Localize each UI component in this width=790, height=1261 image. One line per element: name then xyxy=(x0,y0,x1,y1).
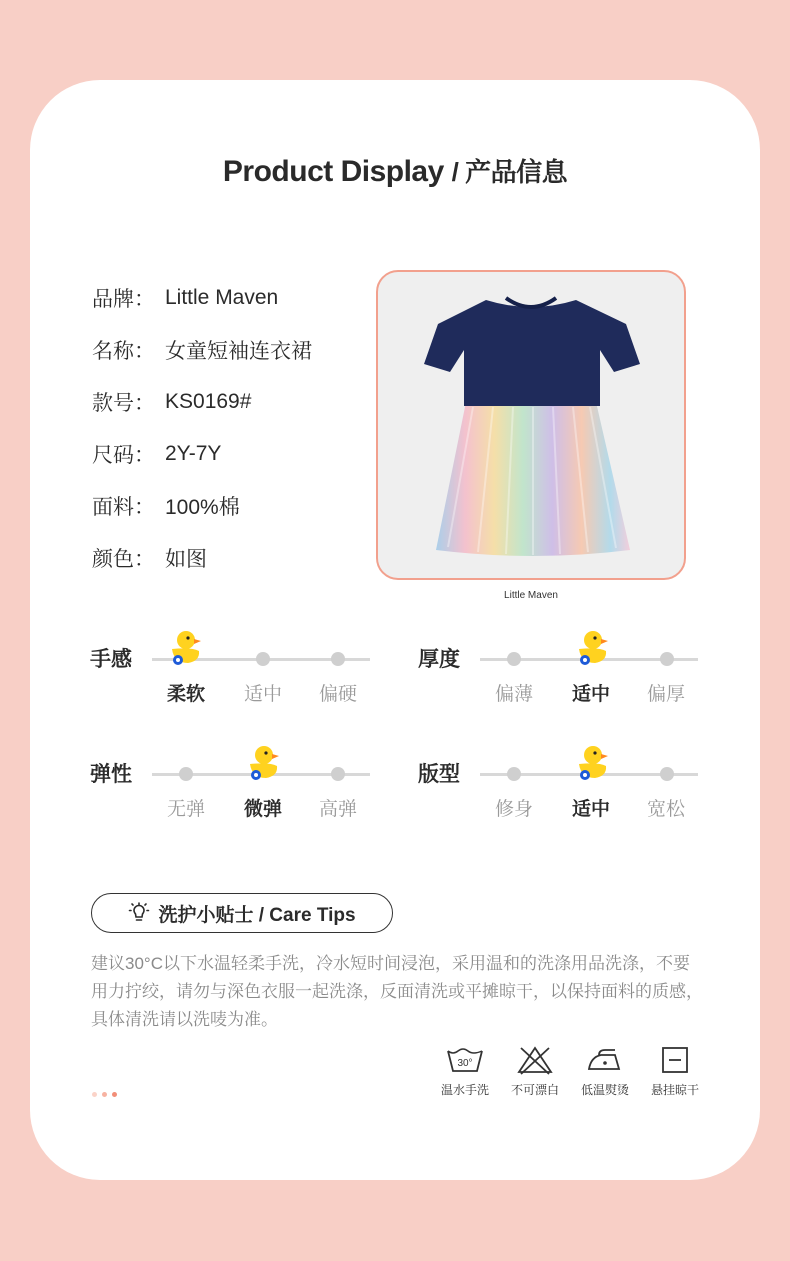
rating-label: 手感 xyxy=(90,648,132,671)
rating-option: 无弹 xyxy=(166,799,205,820)
rating-dot xyxy=(179,767,193,781)
care-icon-item xyxy=(640,1045,710,1098)
rating-option: 修身 xyxy=(494,799,533,820)
photo-caption: Little Maven xyxy=(504,590,558,601)
duck-marker-icon xyxy=(168,627,202,667)
rating-elasticity xyxy=(90,758,410,838)
duck-marker-icon xyxy=(246,742,280,782)
dress-illustration xyxy=(378,272,684,578)
hang-dry-icon xyxy=(655,1045,695,1075)
rating-option: 适中 xyxy=(571,684,610,705)
page-dots xyxy=(92,1092,117,1097)
spec-value: 2Y-7Y xyxy=(165,442,222,465)
rating-fit xyxy=(418,758,738,838)
care-icon-label: 温水手洗 xyxy=(440,1083,489,1097)
dot xyxy=(112,1092,117,1097)
rating-option: 偏薄 xyxy=(494,684,533,705)
spec-key: 款号： xyxy=(92,392,155,415)
spec-key: 品牌： xyxy=(92,288,155,311)
care-icon-label: 低温熨烫 xyxy=(580,1083,629,1097)
rating-dot xyxy=(331,767,345,781)
spec-value: KS0169# xyxy=(165,390,252,413)
product-photo xyxy=(376,270,686,580)
rating-thickness xyxy=(418,643,738,723)
rating-option: 高弹 xyxy=(318,799,357,820)
care-icon-row xyxy=(430,1045,710,1098)
rating-label: 弹性 xyxy=(90,763,132,786)
rating-dot xyxy=(331,652,345,666)
spec-key: 名称： xyxy=(92,340,155,363)
rating-option: 适中 xyxy=(243,684,282,705)
rating-dot xyxy=(660,767,674,781)
rating-label: 版型 xyxy=(418,763,460,786)
rating-label: 厚度 xyxy=(418,648,460,671)
spec-row-color xyxy=(92,532,312,584)
care-description: 建议30°C以下水温轻柔手洗，冷水短时间浸泡，采用温和的洗涤用品洗涤，不要用力拧绞，请勿与深色衣服一起洗涤，反面清洗或平摊晾干，以保持面料的质感，具体清洗请以洗唛为准。 xyxy=(91,954,703,1029)
rating-dot xyxy=(507,652,521,666)
spec-value: Little Maven xyxy=(165,286,279,309)
spec-row-style xyxy=(92,376,312,428)
rating-hand-feel xyxy=(90,643,410,723)
rating-option: 偏硬 xyxy=(318,684,357,705)
spec-key: 尺码： xyxy=(92,444,155,467)
rating-option: 微弹 xyxy=(243,799,282,820)
rating-option: 宽松 xyxy=(646,799,685,820)
care-icon-label: 悬挂晾干 xyxy=(650,1083,699,1097)
page-title xyxy=(0,152,790,189)
duck-marker-icon xyxy=(575,742,609,782)
svg-text:30°: 30° xyxy=(457,1058,473,1069)
spec-value: 100%棉 xyxy=(165,496,240,519)
rating-dot xyxy=(256,652,270,666)
title-main: Product Display xyxy=(222,155,444,188)
spec-key: 颜色： xyxy=(92,548,155,571)
dot xyxy=(92,1092,97,1097)
care-icon-item xyxy=(500,1045,570,1098)
rating-option: 偏厚 xyxy=(646,684,685,705)
lightbulb-icon xyxy=(128,902,150,924)
care-icon-label: 不可漂白 xyxy=(510,1083,559,1097)
care-icon-item xyxy=(430,1045,500,1098)
spec-list xyxy=(92,272,312,584)
spec-row-size xyxy=(92,428,312,480)
rating-dot xyxy=(507,767,521,781)
dot xyxy=(102,1092,107,1097)
hand-wash-30-icon xyxy=(445,1045,485,1075)
rating-option: 适中 xyxy=(571,799,610,820)
spec-value: 女童短袖连衣裙 xyxy=(165,340,312,363)
spec-row-name xyxy=(92,324,312,376)
spec-row-brand xyxy=(92,272,312,324)
spec-row-fabric xyxy=(92,480,312,532)
care-tips-label: 洗护小贴士 / Care Tips xyxy=(158,904,356,926)
spec-key: 面料： xyxy=(92,496,155,519)
duck-marker-icon xyxy=(575,627,609,667)
care-icon-item xyxy=(570,1045,640,1098)
rating-dot xyxy=(660,652,674,666)
low-iron-icon xyxy=(585,1045,625,1075)
no-bleach-icon xyxy=(515,1045,555,1075)
rating-option: 柔软 xyxy=(166,684,205,705)
spec-value: 如图 xyxy=(165,548,207,571)
care-tips-pill xyxy=(91,893,393,933)
title-sub: / 产品信息 xyxy=(451,157,568,187)
